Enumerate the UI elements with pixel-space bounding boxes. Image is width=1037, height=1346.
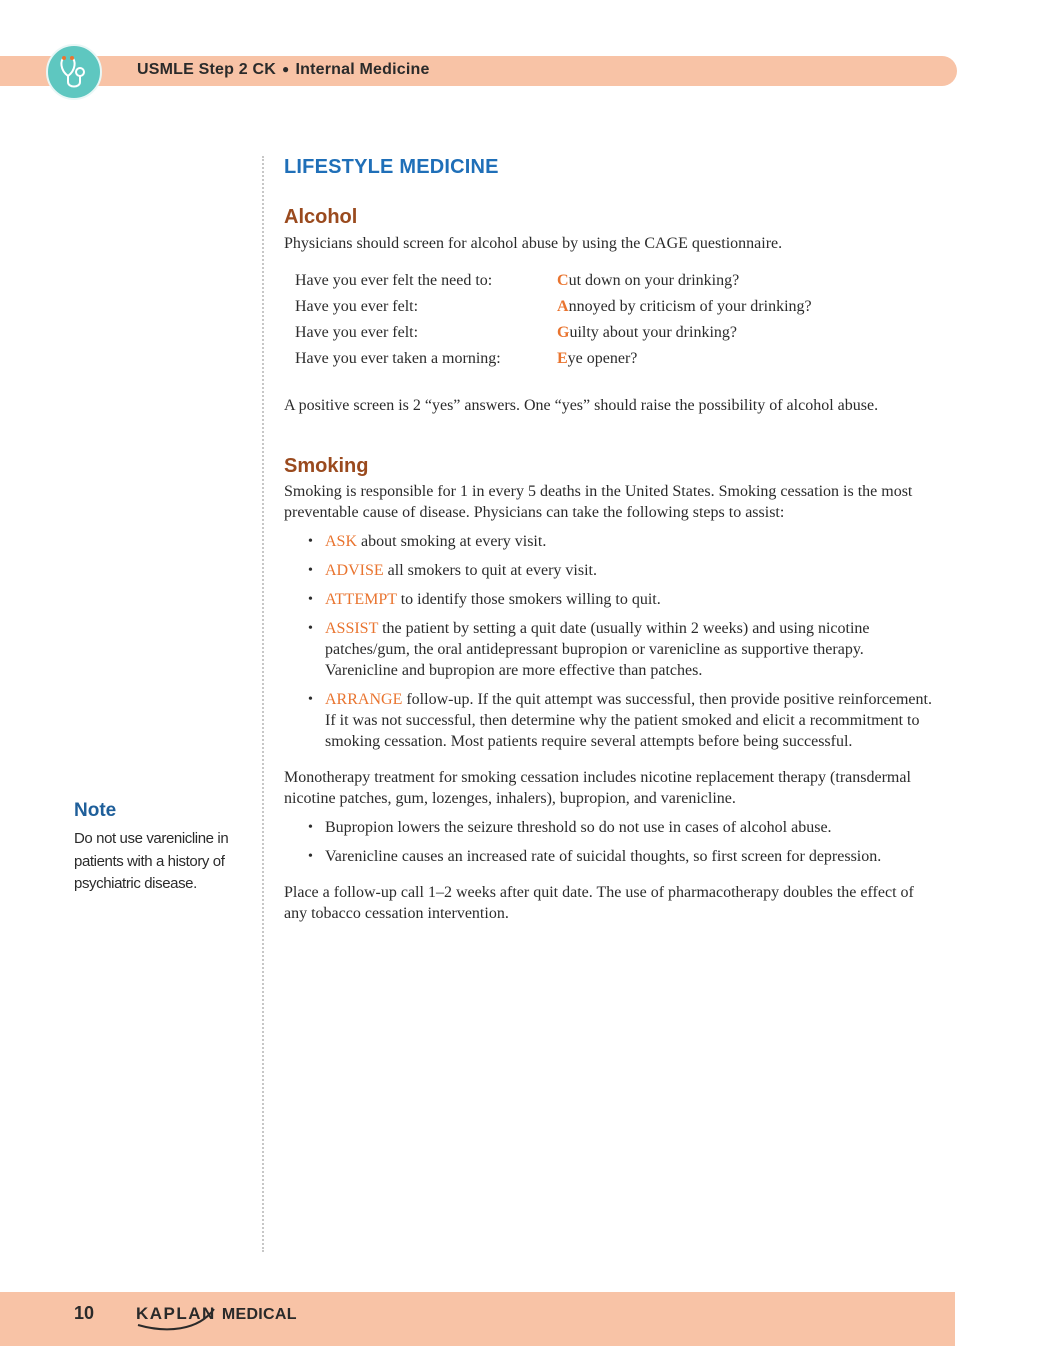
note-title: Note [74,800,117,821]
note-text: Do not use varenicline in patients with a history of psychiatric disease. [74,830,229,892]
cage-row [295,294,934,320]
cage-answer [557,320,737,346]
monotherapy-text: Monotherapy treatment for smoking cessation includes nicotine replacement therapy (transdermal nicotine patches, gum, lozenges, inhalers), bupropion, and varenicline. [284,769,911,807]
chapter-subject: Internal Medicine [295,61,430,78]
running-header [137,61,430,79]
stethoscope-icon [46,44,102,100]
alcohol-heading: Alcohol [284,206,358,228]
cage-letter: G [557,324,570,341]
step-text: follow-up. If the quit attempt was successful, then provide positive reinforcement. If it was not successful, then determine why the patient smoked and elicit a recommitment to smoking cessation. Most patients require several attempts before being successful. [325,691,932,750]
step-text: all smokers to quit at every visit. [383,562,597,579]
step-keyword: ADVISE [325,562,384,579]
cage-answer [557,268,739,294]
step-keyword: ATTEMPT [325,591,397,608]
cage-answer-rest: ye opener? [567,350,638,367]
cage-questionnaire [295,268,934,372]
cage-row [295,268,934,294]
cage-answer-rest: nnoyed by criticism of your drinking? [568,298,812,315]
step-text: the patient by setting a quit date (usually within 2 weeks) and using nicotine patches/gum, the oral antidepressant bupropion or varenicline as supportive therapy. Varenicline and bupropion are more effective than patches. [325,620,870,679]
brand-name: KAPLAN [136,1304,216,1323]
step-keyword: ARRANGE [325,691,403,708]
cage-letter: E [557,350,568,367]
smoking-heading: Smoking [284,455,369,477]
page-number: 10 [74,1303,95,1323]
list-item: • ATTEMPT to identify those smokers willing to quit. [308,591,661,608]
cautions-list [284,817,934,867]
list-item: • Varenicline causes an increased rate of suicidal thoughts, so first screen for depression. [308,848,882,865]
cage-answer [557,346,637,372]
list-item: • ASK about smoking at every visit. [308,533,547,550]
cage-question: Have you ever felt the need to: [295,272,493,289]
step-text: to identify those smokers willing to quit. [396,591,661,608]
cage-letter: C [557,272,569,289]
list-item: • Bupropion lowers the seizure threshold so do not use in cases of alcohol abuse. [308,819,832,836]
cage-row [295,346,934,372]
section-title: LIFESTYLE MEDICINE [284,156,499,178]
main-content [284,156,934,924]
alcohol-intro: Physicians should screen for alcohol abuse by using the CAGE questionnaire. [284,235,783,252]
smoking-intro: Smoking is responsible for 1 in every 5 deaths in the United States. Smoking cessation is the most preventable cause of disease. Physicians can take the following steps to assist: [284,483,913,521]
followup-text: Place a follow-up call 1–2 weeks after quit date. The use of pharmacotherapy doubles the effect of any tobacco cessation intervention. [284,884,914,922]
cage-letter: A [557,298,569,315]
column-divider [262,156,264,1252]
cage-answer-rest: uilty about your drinking? [569,324,737,341]
list-item: • ASSIST the patient by setting a quit date (usually within 2 weeks) and using nicotine patches/gum, the oral antidepressant bupropion or varenicline as supportive therapy. Varenicline and bupropion are more effective than patches. [308,620,870,679]
kaplan-medical-logo [136,1301,297,1331]
sidebar-note [74,800,239,896]
caution-text: Bupropion lowers the seizure threshold so do not use in cases of alcohol abuse. [325,819,832,836]
positive-screen-text: A positive screen is 2 “yes” answers. One “yes” should raise the possibility of alcohol abuse. [284,397,879,414]
book-title: USMLE Step 2 CK [137,61,277,78]
cage-question: Have you ever felt: [295,324,419,341]
cage-question: Have you ever felt: [295,298,419,315]
cage-answer [557,294,812,320]
cage-question: Have you ever taken a morning: [295,350,501,367]
step-text: about smoking at every visit. [357,533,547,550]
cage-row [295,320,934,346]
header-separator: ● [282,62,290,76]
list-item: • ARRANGE follow-up. If the quit attempt was successful, then provide positive reinforcement. If it was not successful, then determine why the patient smoked and elicit a recommitment to smoking cessation. Most patients require several attempts before being successful. [308,691,932,750]
brand-suffix: MEDICAL [221,1306,297,1323]
caution-text: Varenicline causes an increased rate of suicidal thoughts, so first screen for depression. [325,848,882,865]
step-keyword: ASK [325,533,358,550]
smoking-steps-list [284,531,934,752]
cage-answer-rest: ut down on your drinking? [568,272,740,289]
list-item: • ADVISE all smokers to quit at every visit. [308,562,597,579]
step-keyword: ASSIST [325,620,379,637]
